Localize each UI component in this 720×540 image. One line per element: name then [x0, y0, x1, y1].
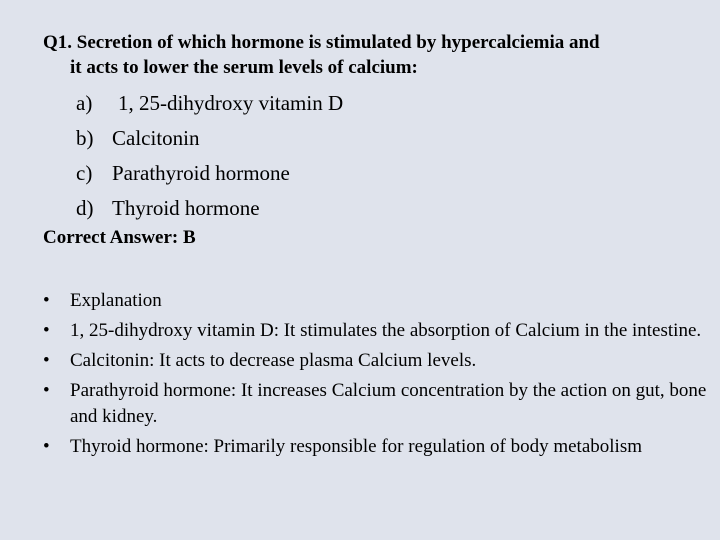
explanation-text: Thyroid hormone: Primarily responsible for regulation of body metabolism	[70, 436, 643, 457]
question-line-2: it acts to lower the serum levels of calcium:	[70, 57, 418, 78]
option-a	[76, 86, 343, 121]
option-c	[76, 156, 343, 191]
bullet-icon: •	[43, 320, 50, 341]
option-letter: a)	[76, 91, 93, 115]
bullet-icon: •	[43, 380, 50, 401]
option-text: Thyroid hormone	[112, 196, 260, 220]
explanation-text: Parathyroid hormone: It increases Calcium concentration by the action on gut, bone and kidney.	[70, 380, 707, 427]
option-text: Parathyroid hormone	[112, 161, 290, 185]
explanation-item	[43, 288, 708, 314]
question-line-1: Q1. Secretion of which hormone is stimulated by hypercalciemia and	[43, 32, 600, 53]
explanation-item	[43, 348, 708, 374]
explanation-item	[43, 318, 708, 344]
explanation-text: Calcitonin: It acts to decrease plasma Calcium levels.	[70, 350, 477, 371]
explanation-list	[43, 288, 708, 464]
option-text: Calcitonin	[112, 126, 200, 150]
option-text: 1, 25-dihydroxy vitamin D	[118, 91, 344, 115]
option-letter: b)	[76, 126, 94, 150]
explanation-item	[43, 378, 708, 430]
question-text	[43, 30, 703, 80]
correct-answer: Correct Answer: B	[43, 227, 196, 248]
option-letter: c)	[76, 161, 93, 185]
option-d	[76, 191, 343, 226]
bullet-icon: •	[43, 350, 50, 371]
explanation-item	[43, 434, 708, 460]
options-list	[76, 86, 343, 226]
option-b	[76, 121, 343, 156]
bullet-icon: •	[43, 436, 50, 457]
explanation-text: Explanation	[70, 290, 162, 311]
bullet-icon: •	[43, 290, 50, 311]
option-letter: d)	[76, 196, 94, 220]
explanation-text: 1, 25-dihydroxy vitamin D: It stimulates the absorption of Calcium in the intestine.	[70, 320, 702, 341]
